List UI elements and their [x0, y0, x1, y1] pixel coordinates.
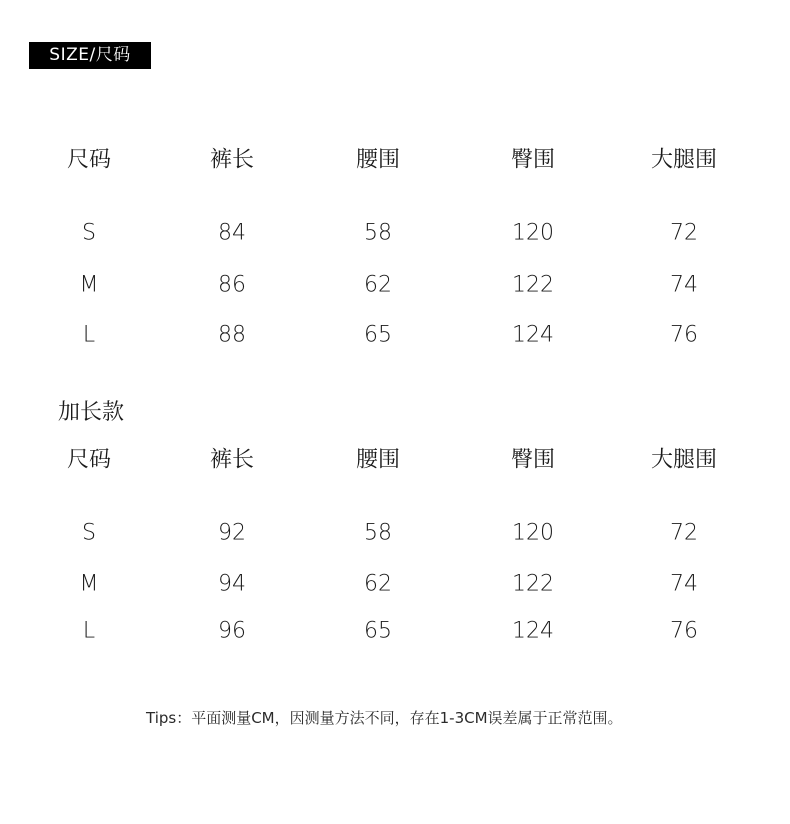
cell-size-l: L [82, 618, 96, 644]
cell-size-s: S [82, 220, 96, 246]
column-header-thigh: 大腿围 [650, 447, 718, 473]
cell-thigh-m: 74 [670, 571, 698, 597]
size-title-badge: SIZE/尺码 [29, 42, 151, 69]
cell-length-s: 84 [218, 220, 246, 246]
cell-size-s: S [82, 520, 96, 546]
cell-hip-s: 120 [512, 220, 554, 246]
cell-hip-m: 122 [512, 571, 554, 597]
tips-note: Tips：平面测量CM，因测量方法不同，存在1-3CM误差属于正常范围。 [146, 709, 623, 727]
cell-waist-s: 58 [364, 520, 392, 546]
cell-hip-l: 124 [512, 618, 554, 644]
cell-waist-l: 65 [364, 322, 392, 348]
column-header-thigh: 大腿围 [650, 147, 718, 173]
column-header-length: 裤长 [209, 147, 255, 173]
cell-thigh-s: 72 [670, 220, 698, 246]
cell-size-m: M [79, 571, 99, 597]
cell-thigh-l: 76 [670, 322, 698, 348]
column-header-waist: 腰围 [355, 447, 401, 473]
cell-waist-m: 62 [364, 571, 392, 597]
cell-length-l: 88 [218, 322, 246, 348]
column-header-hip: 臀围 [510, 147, 556, 173]
cell-waist-m: 62 [364, 272, 392, 298]
cell-length-l: 96 [218, 618, 246, 644]
cell-waist-s: 58 [364, 220, 392, 246]
section-label-extended: 加长款 [58, 400, 125, 425]
column-header-size: 尺码 [66, 447, 112, 473]
cell-size-l: L [82, 322, 96, 348]
cell-size-m: M [79, 272, 99, 298]
column-header-size: 尺码 [66, 147, 112, 173]
cell-length-m: 86 [218, 272, 246, 298]
cell-hip-l: 124 [512, 322, 554, 348]
cell-hip-s: 120 [512, 520, 554, 546]
cell-hip-m: 122 [512, 272, 554, 298]
column-header-length: 裤长 [209, 447, 255, 473]
cell-waist-l: 65 [364, 618, 392, 644]
cell-thigh-l: 76 [670, 618, 698, 644]
column-header-hip: 臀围 [510, 447, 556, 473]
cell-length-m: 94 [218, 571, 246, 597]
column-header-waist: 腰围 [355, 147, 401, 173]
cell-thigh-m: 74 [670, 272, 698, 298]
cell-thigh-s: 72 [670, 520, 698, 546]
cell-length-s: 92 [218, 520, 246, 546]
